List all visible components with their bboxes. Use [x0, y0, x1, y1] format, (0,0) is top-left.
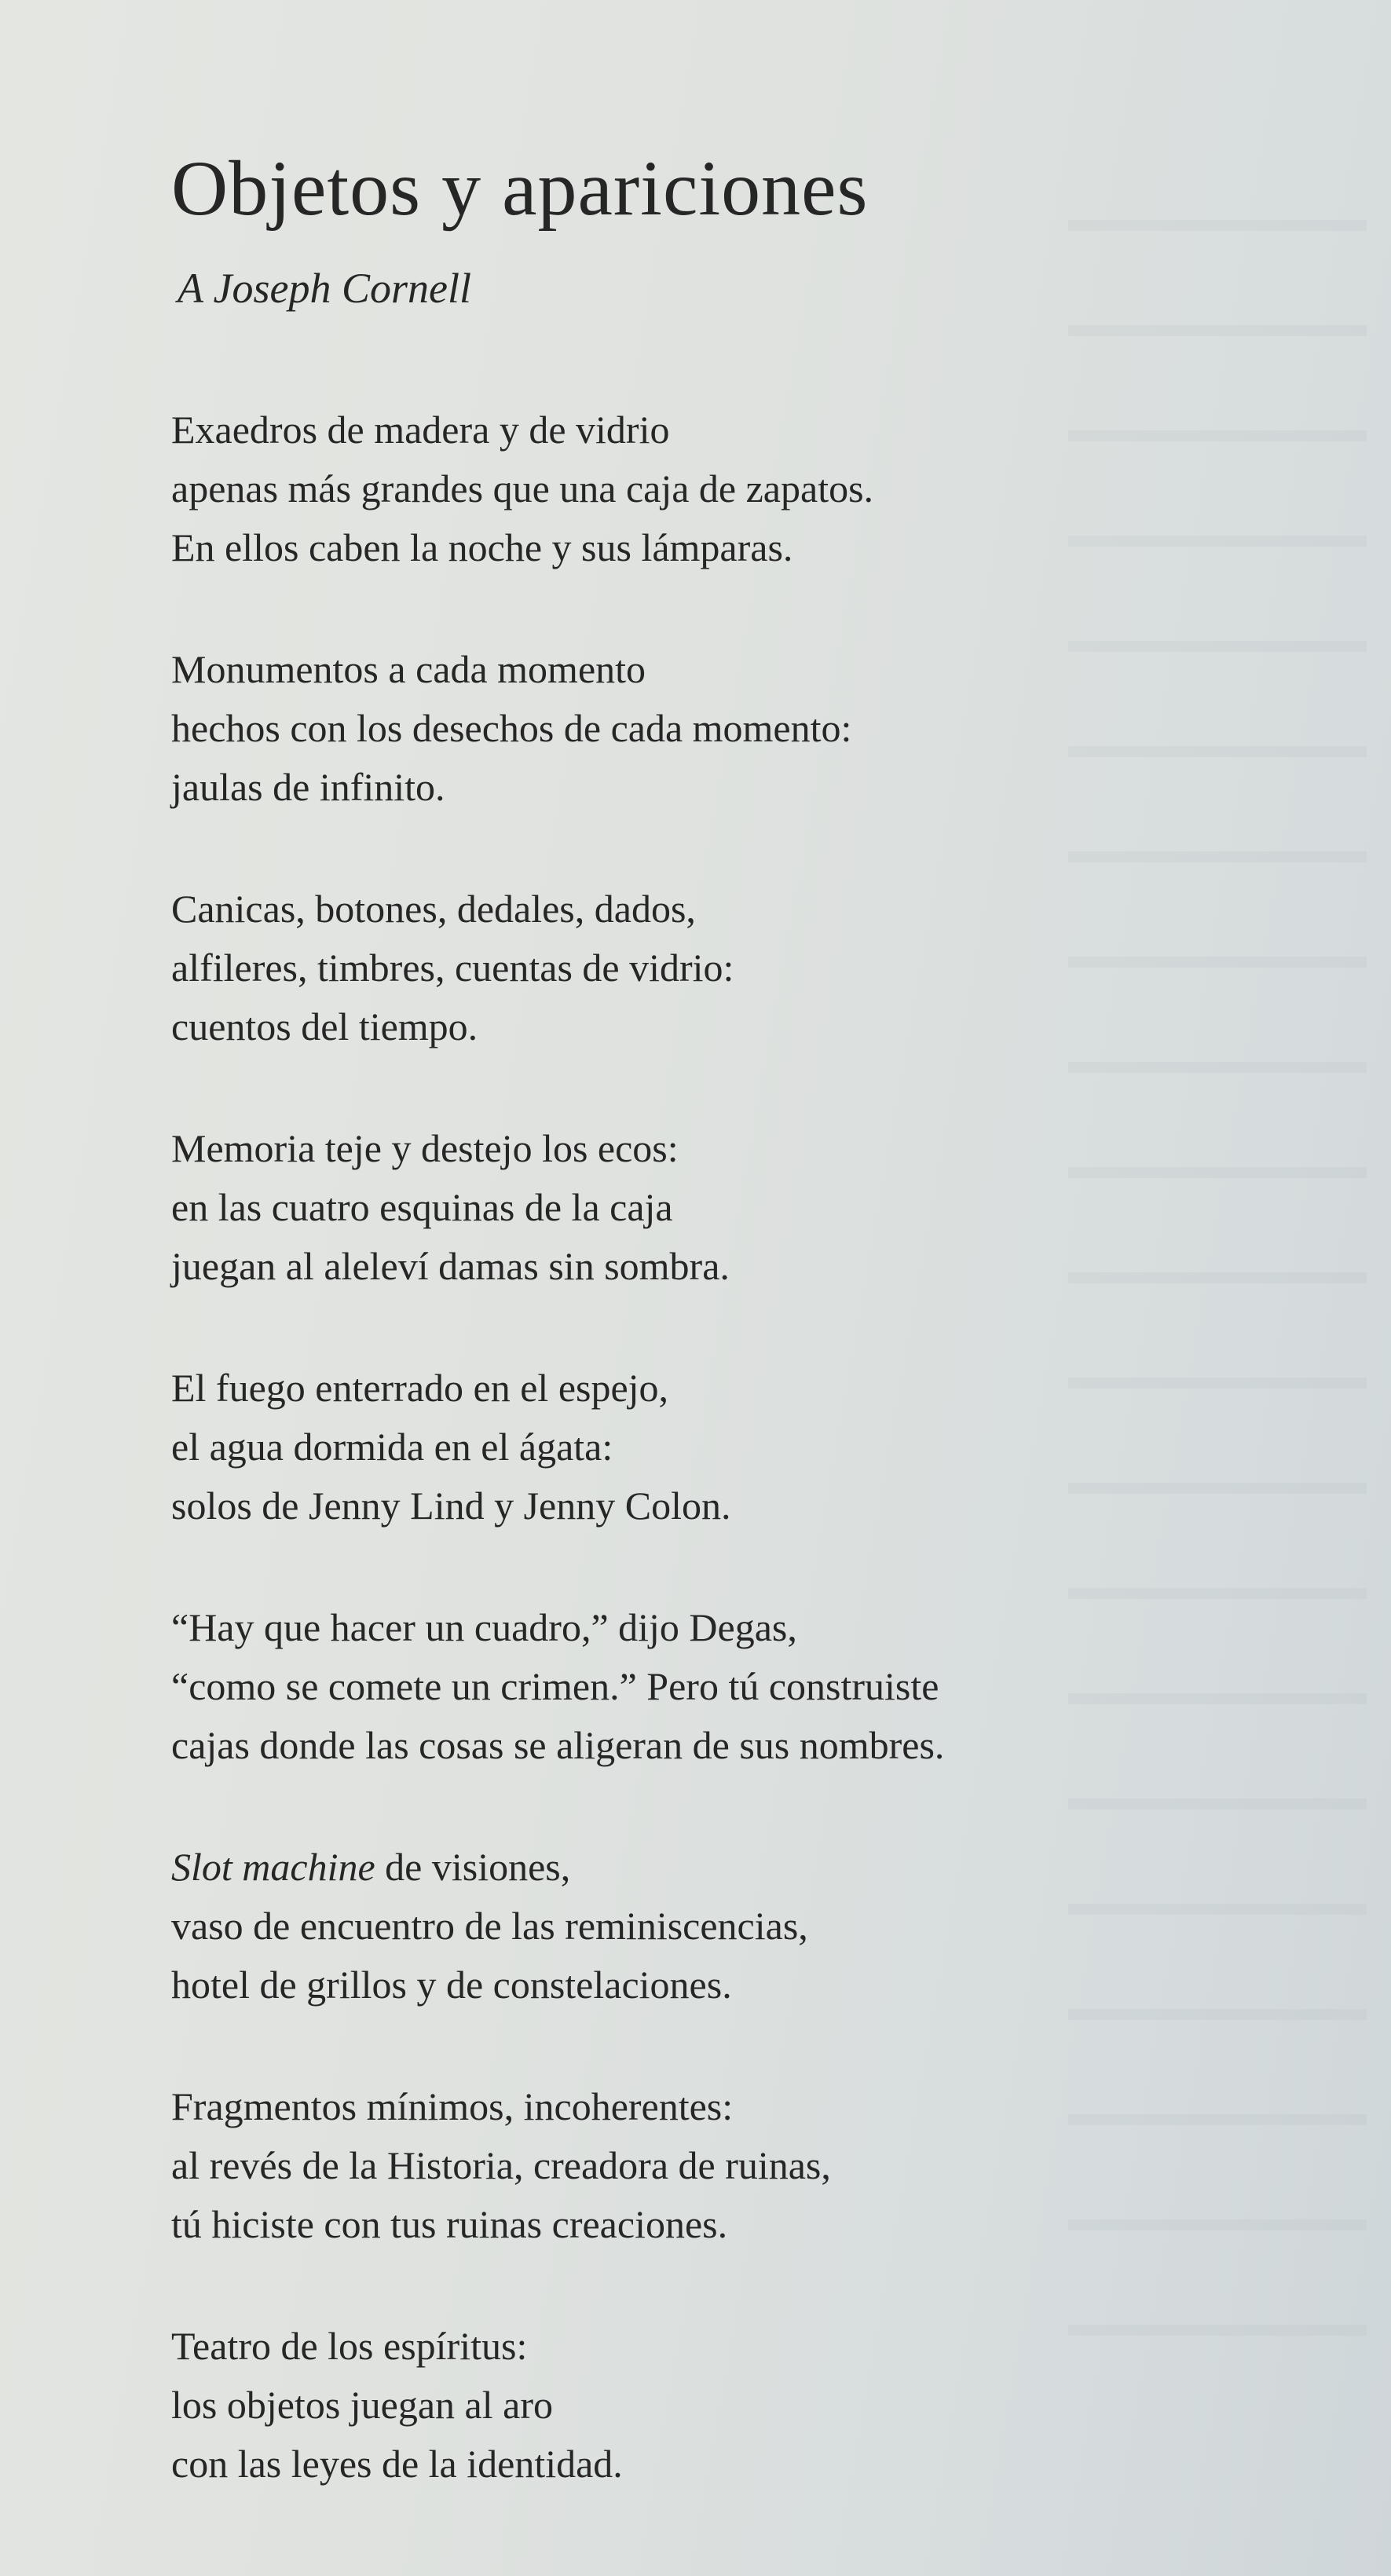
poem-content: [171, 134, 1216, 2556]
poem-line: apenas más grandes que una caja de zapatos.: [171, 467, 874, 510]
stanza-7: [171, 1838, 1216, 2014]
poem-line: en las cuatro esquinas de la caja: [171, 1185, 673, 1229]
poem-line: juegan al aleleví damas sin sombra.: [171, 1244, 730, 1288]
stanza-3: [171, 880, 1216, 1056]
poem-line: Monumentos a cada momento: [171, 647, 646, 691]
italic-phrase: Slot machine: [171, 1845, 375, 1889]
poem-dedication: A Joseph Cornell: [178, 265, 471, 312]
poem-line: [171, 1838, 1216, 1897]
poem-title: Objetos y apariciones: [171, 145, 869, 232]
poem-line: Memoria teje y destejo los ecos:: [171, 1126, 679, 1170]
poem-line: alfileres, timbres, cuentas de vidrio:: [171, 946, 734, 990]
stanza-2: [171, 640, 1216, 817]
poem-line: jaulas de infinito.: [171, 765, 445, 809]
poem-line: al revés de la Historia, creadora de ruinas,: [171, 2143, 831, 2187]
poem-line: Teatro de los espíritus:: [171, 2324, 528, 2368]
poem-line: Fragmentos mínimos, incoherentes:: [171, 2084, 734, 2128]
stanza-4: [171, 1119, 1216, 1296]
poem-line: cajas donde las cosas se aligeran de sus nombres.: [171, 1723, 945, 1767]
poem-line: “Hay que hacer un cuadro,” dijo Degas,: [171, 1605, 797, 1649]
poem-line: los objetos juegan al aro: [171, 2383, 553, 2427]
stanza-9: [171, 2317, 1216, 2494]
poem-line: En ellos caben la noche y sus lámparas.: [171, 525, 793, 569]
poem-line-rest: de visiones,: [375, 1845, 571, 1889]
poem-line: El fuego enterrado en el espejo,: [171, 1366, 669, 1410]
poem-line: tú hiciste con tus ruinas creaciones.: [171, 2202, 728, 2246]
poem-line: cuentos del tiempo.: [171, 1004, 478, 1048]
poem-line: Exaedros de madera y de vidrio: [171, 408, 670, 452]
poem-line: vaso de encuentro de las reminiscencias,: [171, 1904, 808, 1948]
stanza-5: [171, 1359, 1216, 1535]
poem-body: [171, 401, 1216, 2494]
stanza-1: [171, 401, 1216, 577]
poem-line: el agua dormida en el ágata:: [171, 1425, 613, 1469]
stanza-8: [171, 2077, 1216, 2254]
poem-line: Canicas, botones, dedales, dados,: [171, 887, 696, 931]
stanza-6: [171, 1598, 1216, 1775]
poem-line: “como se comete un crimen.” Pero tú construiste: [171, 1664, 939, 1708]
poem-line: hechos con los desechos de cada momento:: [171, 706, 852, 750]
poem-line: solos de Jenny Lind y Jenny Colon.: [171, 1484, 731, 1528]
poem-line: con las leyes de la identidad.: [171, 2442, 623, 2486]
poem-line: hotel de grillos y de constelaciones.: [171, 1963, 732, 2007]
